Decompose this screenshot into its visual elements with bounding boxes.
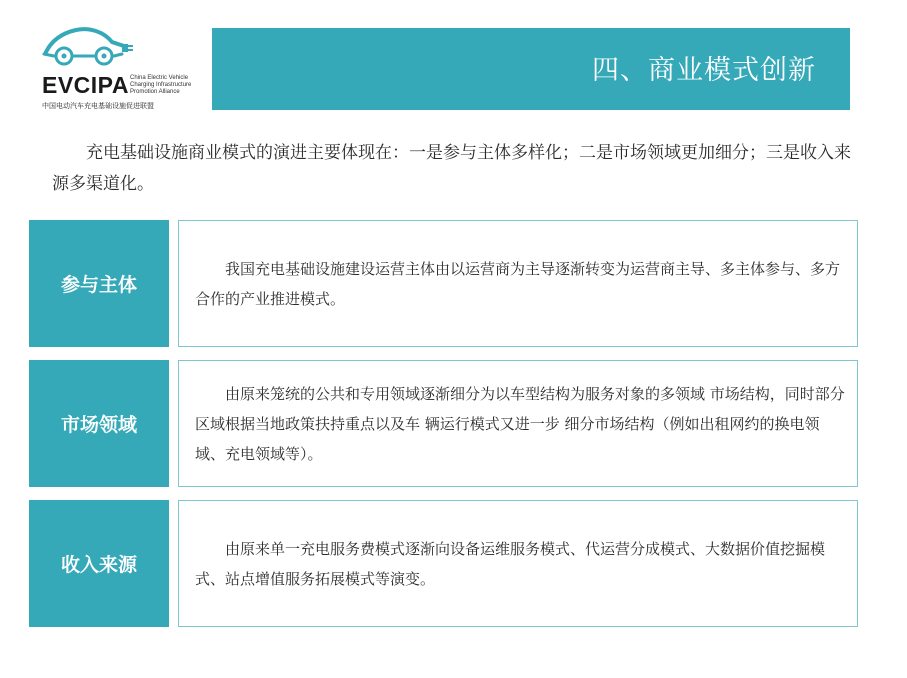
logo-chinese-name: 中国电动汽车充电基础设施促进联盟 bbox=[42, 102, 154, 110]
row-content-revenue bbox=[178, 500, 858, 627]
row-label-market: 市场领域 bbox=[29, 360, 169, 487]
logo-wordmark: EVCIPA bbox=[42, 72, 129, 98]
row-content-market bbox=[178, 360, 858, 487]
page-title: 四、商业模式创新 bbox=[592, 55, 816, 86]
logo-en-line: Charging Infrastructure bbox=[130, 82, 192, 88]
intro-paragraph: 充电基础设施商业模式的演进主要体现在：一是参与主体多样化；二是市场领域更加细分；三是收入来源多渠道化。 bbox=[52, 143, 851, 194]
row-content-participants bbox=[178, 220, 858, 347]
row-label-revenue: 收入来源 bbox=[29, 500, 169, 627]
row-label-participants: 参与主体 bbox=[29, 220, 169, 347]
row-text: 由原来笼统的公共和专用领域逐渐细分为以车型结构为服务对象的多领域 市场结构，同时部分区域根据当地政策扶持重点以及车 辆运行模式又进一步 细分市场结构（例如出租网约的换电领域、充电领域等）。 bbox=[195, 384, 845, 463]
logo-english-name bbox=[130, 75, 210, 96]
logo-en-line: China Electric Vehicle bbox=[130, 75, 189, 81]
title-bar bbox=[212, 28, 850, 110]
car-plug-icon bbox=[42, 24, 134, 70]
evcipa-logo bbox=[40, 24, 210, 116]
logo-en-line: Promotion Alliance bbox=[130, 89, 180, 95]
row-text: 由原来单一充电服务费模式逐渐向设备运维服务模式、代运营分成模式、大数据价值挖掘模式、站点增值服务拓展模式等演变。 bbox=[195, 539, 826, 588]
row-text: 我国充电基础设施建设运营主体由以运营商为主导逐渐转变为运营商主导、多主体参与、多方合作的产业推进模式。 bbox=[195, 259, 841, 308]
